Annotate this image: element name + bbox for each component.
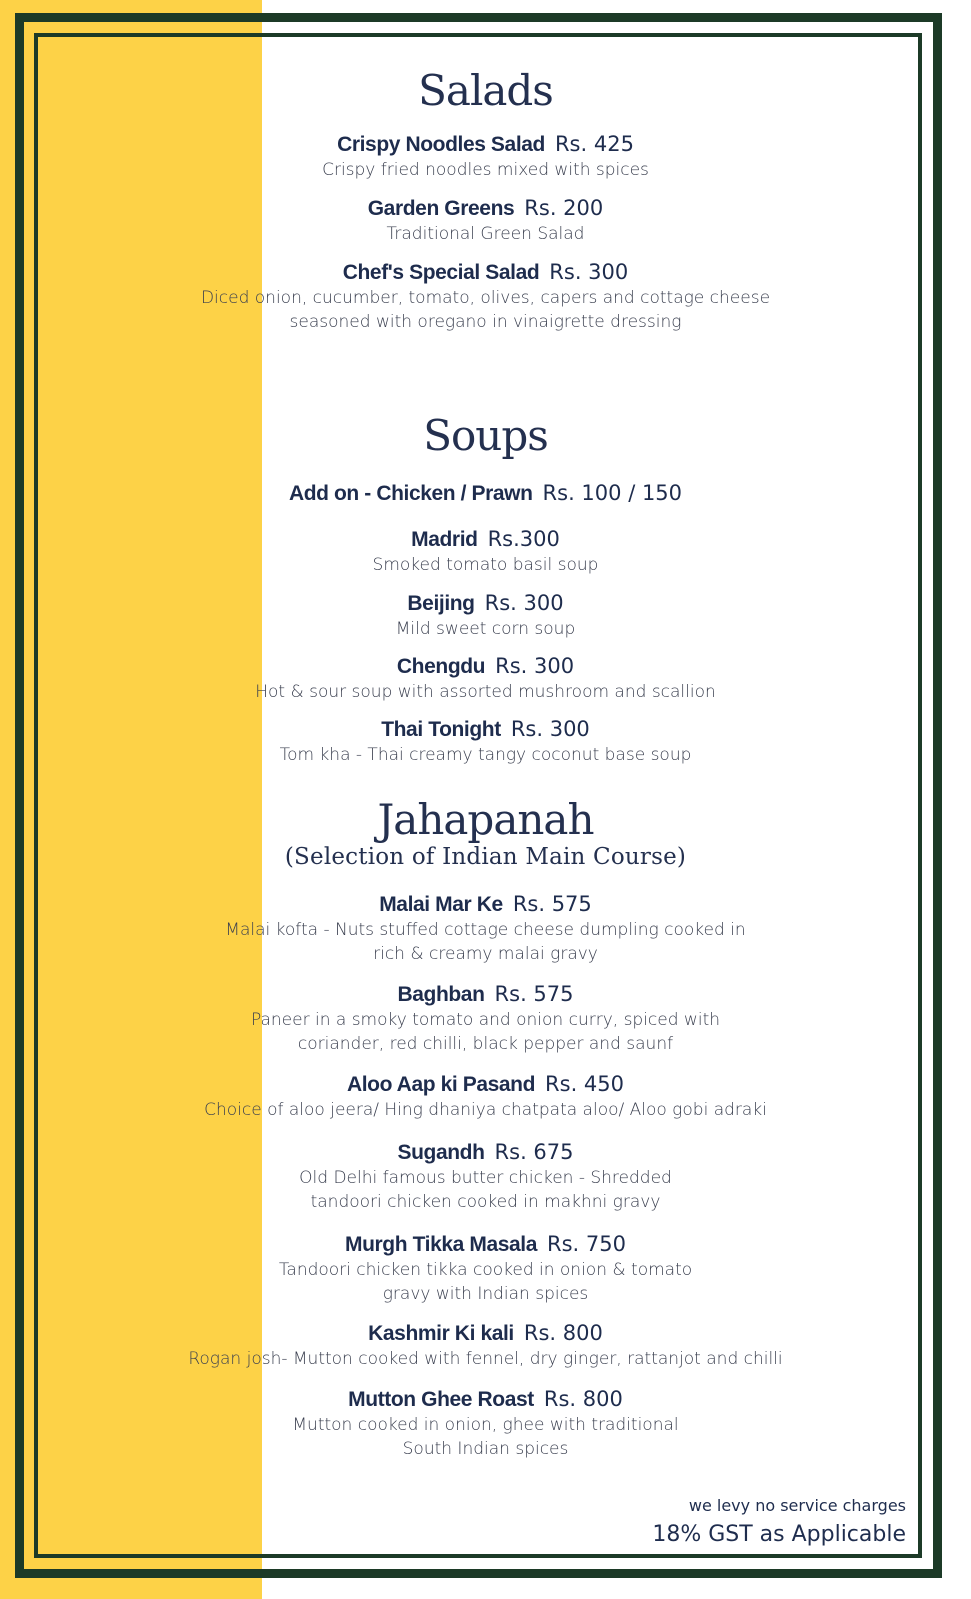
- item-description-line-2: coriander, red chilli, black pepper and saunf: [297, 1034, 674, 1054]
- menu-item-malai-mar-ke: [0, 891, 971, 966]
- menu-item-aloo-aap-ki-pasand: [0, 1071, 971, 1122]
- item-name: Crispy Noodles Salad: [337, 133, 545, 156]
- item-name: Aloo Aap ki Pasand: [346, 1073, 536, 1096]
- item-price: Rs. 800: [523, 1321, 603, 1345]
- item-description: Traditional Green Salad: [386, 224, 585, 244]
- section-title-soups: Soups: [423, 411, 548, 460]
- item-description-line-2: South Indian spices: [402, 1439, 569, 1459]
- menu-item-murgh-tikka-masala: [0, 1231, 971, 1306]
- item-price: Rs. 750: [547, 1232, 626, 1256]
- item-price: Rs.300: [487, 527, 560, 551]
- item-description-line-2: rich & creamy malai gravy: [373, 944, 598, 964]
- menu-item-mutton-ghee-roast: [0, 1386, 971, 1461]
- item-name: Garden Greens: [367, 197, 515, 220]
- item-price: Rs. 800: [543, 1387, 623, 1411]
- item-name: Mutton Ghee Roast: [348, 1388, 534, 1411]
- gst-note: 18% GST as Applicable: [652, 1522, 906, 1547]
- menu-item-chefs-special-salad: [0, 259, 971, 334]
- section-subtitle-jahapanah: (Selection of Indian Main Course): [284, 844, 687, 870]
- item-name: Murgh Tikka Masala: [345, 1233, 537, 1256]
- item-price: Rs. 575: [494, 982, 574, 1006]
- item-price: Rs. 300: [549, 260, 629, 284]
- menu-item-garden-greens: [0, 195, 971, 246]
- item-name: Baghban: [397, 983, 485, 1006]
- section-title-salads: Salads: [418, 66, 553, 115]
- item-description: Crispy fried noodles mixed with spices: [322, 160, 649, 180]
- item-name: Malai Mar Ke: [379, 893, 503, 916]
- item-description: Smoked tomato basil soup: [372, 555, 599, 575]
- item-description: Choice of aloo jeera/ Hing dhaniya chatpata aloo/ Aloo gobi adraki: [204, 1100, 767, 1120]
- item-price: Rs. 425: [554, 132, 634, 156]
- menu-item-add-on-chicken-prawn: [0, 480, 971, 507]
- service-charge-note: we levy no service charges: [688, 1496, 906, 1515]
- item-price: Rs. 200: [524, 196, 604, 220]
- item-price: Rs. 450: [545, 1072, 625, 1096]
- item-description: Malai kofta - Nuts stuffed cottage cheese dumpling cooked in: [225, 920, 746, 940]
- item-description: Old Delhi famous butter chicken - Shredded: [299, 1168, 672, 1188]
- item-name: Kashmir Ki kali: [368, 1322, 514, 1345]
- section-title-jahapanah: Jahapanah: [377, 795, 594, 844]
- item-description: Hot & sour soup with assorted mushroom and scallion: [255, 682, 716, 702]
- item-description-line-2: tandoori chicken cooked in makhni gravy: [310, 1192, 661, 1212]
- item-description-line-2: seasoned with oregano in vinaigrette dressing: [289, 312, 682, 332]
- item-description: Mutton cooked in onion, ghee with traditional: [292, 1415, 679, 1435]
- menu-item-thai-tonight: [0, 716, 971, 767]
- item-price: Rs. 100 / 150: [542, 481, 683, 505]
- menu-item-crispy-noodles-salad: [0, 131, 971, 182]
- item-price: Rs. 300: [510, 717, 590, 741]
- item-price: Rs. 575: [512, 892, 592, 916]
- item-description-line-2: gravy with Indian spices: [382, 1284, 589, 1304]
- menu-item-sugandh: [0, 1139, 971, 1214]
- item-name: Add on - Chicken / Prawn: [288, 482, 533, 505]
- item-description: Mild sweet corn soup: [395, 619, 576, 639]
- item-name: Chef's Special Salad: [342, 261, 540, 284]
- menu-item-madrid: [0, 526, 971, 577]
- menu-item-baghban: [0, 981, 971, 1056]
- item-name: Sugandh: [397, 1141, 485, 1164]
- item-price: Rs. 675: [494, 1140, 574, 1164]
- item-name: Chengdu: [396, 655, 486, 678]
- item-name: Beijing: [407, 592, 475, 615]
- item-price: Rs. 300: [495, 654, 575, 678]
- menu-item-chengdu: [0, 653, 971, 704]
- item-description: Paneer in a smoky tomato and onion curry, spiced with: [250, 1010, 721, 1030]
- item-name: Thai Tonight: [381, 718, 501, 741]
- item-price: Rs. 300: [484, 591, 564, 615]
- item-description: Tom kha - Thai creamy tangy coconut base soup: [279, 745, 692, 765]
- menu-item-kashmir-ki-kali: [0, 1320, 971, 1371]
- item-name: Madrid: [411, 528, 478, 551]
- item-description: Rogan josh- Mutton cooked with fennel, dry ginger, rattanjot and chilli: [188, 1349, 783, 1369]
- item-description: Diced onion, cucumber, tomato, olives, capers and cottage cheese: [200, 288, 771, 308]
- menu-item-beijing: [0, 590, 971, 641]
- item-description: Tandoori chicken tikka cooked in onion & tomato: [278, 1260, 693, 1280]
